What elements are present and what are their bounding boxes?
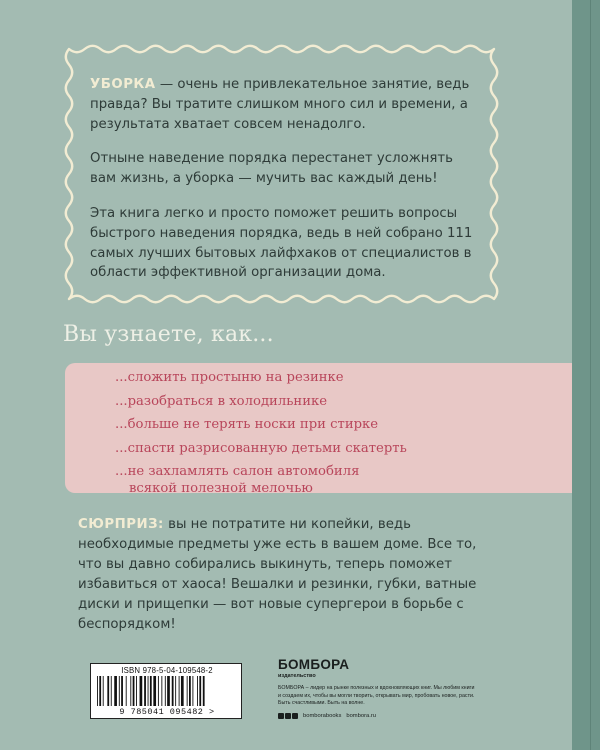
list-item: ...спасти разрисованную детьми скатерть <box>115 440 407 456</box>
barcode <box>90 663 242 719</box>
barcode-bar <box>181 676 184 706</box>
learn-heading: Вы узнаете, как... <box>63 322 274 347</box>
publisher-logo: БОМБОРА <box>278 657 350 672</box>
intro-accent-word: УБОРКА <box>90 77 156 92</box>
barcode-bar <box>197 676 198 706</box>
spine-strip <box>572 0 600 750</box>
intro-paragraph-2: Отныне наведение порядка перестанет усложнять вам жизнь, а уборка — мучить вас каждый день! <box>90 151 453 187</box>
list-item: ...разобраться в холодильнике <box>115 393 328 409</box>
barcode-bar <box>153 676 156 706</box>
list-item: ...сложить простыню на резинке <box>115 370 344 385</box>
instagram-icon <box>285 713 291 719</box>
barcode-bar <box>130 676 131 706</box>
intro-text <box>90 75 480 283</box>
barcode-bar <box>203 676 205 706</box>
publisher-subtitle: издательство <box>278 673 316 679</box>
barcode-bar <box>158 676 159 706</box>
barcode-bar <box>136 676 137 706</box>
barcode-bar <box>107 676 109 706</box>
website-link[interactable]: bombora.ru <box>346 712 377 719</box>
publisher-block <box>278 658 478 719</box>
barcode-bars <box>97 676 237 706</box>
barcode-bar <box>111 676 112 706</box>
barcode-bar <box>161 676 162 706</box>
barcode-bar <box>179 676 180 706</box>
barcode-bar <box>148 676 149 706</box>
publisher-links <box>278 713 478 719</box>
barcode-bar <box>133 676 135 706</box>
barcode-bar <box>189 676 191 706</box>
barcode-bar <box>167 676 170 706</box>
social-handle[interactable]: bomborabooks <box>303 712 342 719</box>
list-item: ...не захламлять салон автомобиля всякой полезной мелочью <box>115 464 360 496</box>
barcode-bar <box>172 676 174 706</box>
barcode-bar <box>199 676 201 706</box>
surprise-accent: СЮРПРИЗ: <box>78 517 164 532</box>
learn-list <box>115 369 555 504</box>
publisher-description: БОМБОРА – лидер на рынке полезных и вдохновляющих книг. Мы любим книги и создаем их, чтобы вы могли творить, открывать мир, пробовать новое, расти. Быть счастливыми. Быть на волне. <box>278 685 475 706</box>
facebook-icon <box>292 713 298 719</box>
spine-edge <box>590 0 591 750</box>
barcode-bar <box>150 676 152 706</box>
barcode-bar <box>140 676 143 706</box>
barcode-bar <box>192 676 193 706</box>
isbn-label: ISBN 978-5-04-109548-2 <box>121 666 213 675</box>
barcode-bar <box>103 676 104 706</box>
barcode-bar <box>187 676 188 706</box>
surprise-text: СЮРПРИЗ: вы не потратите ни копейки, ведь необходимые предметы уже есть в вашем доме. Все то, что вы давно собирались выкинуть, теперь поможет избавиться от хаоса! Вешалки и резинки, губки, ватные диски и прищепки — вот новые супергерои в борьбе с беспорядком! <box>78 517 477 633</box>
list-item: ...больше не терять носки при стирке <box>115 417 379 432</box>
social-icons <box>278 713 298 719</box>
barcode-bar <box>119 676 120 706</box>
barcode-bar <box>97 676 98 706</box>
barcode-bar <box>99 676 101 706</box>
barcode-bar <box>175 676 176 706</box>
intro-paragraph-3: Эта книга легко и просто поможет решить вопросы быстрого наведения порядка, ведь в ней собрано 111 самых лучших бытовых лайфхаков от специалистов в области эффективной организации дома. <box>90 205 473 281</box>
barcode-bar <box>144 676 146 706</box>
barcode-bar <box>121 676 123 706</box>
intro-paragraph-1: УБОРКА — очень не привлекательное занятие, ведь правда? Вы тратите слишком много сил и времени, а результата хватает совсем ненадолго. <box>90 77 470 132</box>
vk-icon <box>278 713 284 719</box>
barcode-number: 9 785041 095482 > <box>119 707 215 717</box>
barcode-bar <box>114 676 117 706</box>
barcode-bar <box>126 676 127 706</box>
barcode-bar <box>165 676 166 706</box>
